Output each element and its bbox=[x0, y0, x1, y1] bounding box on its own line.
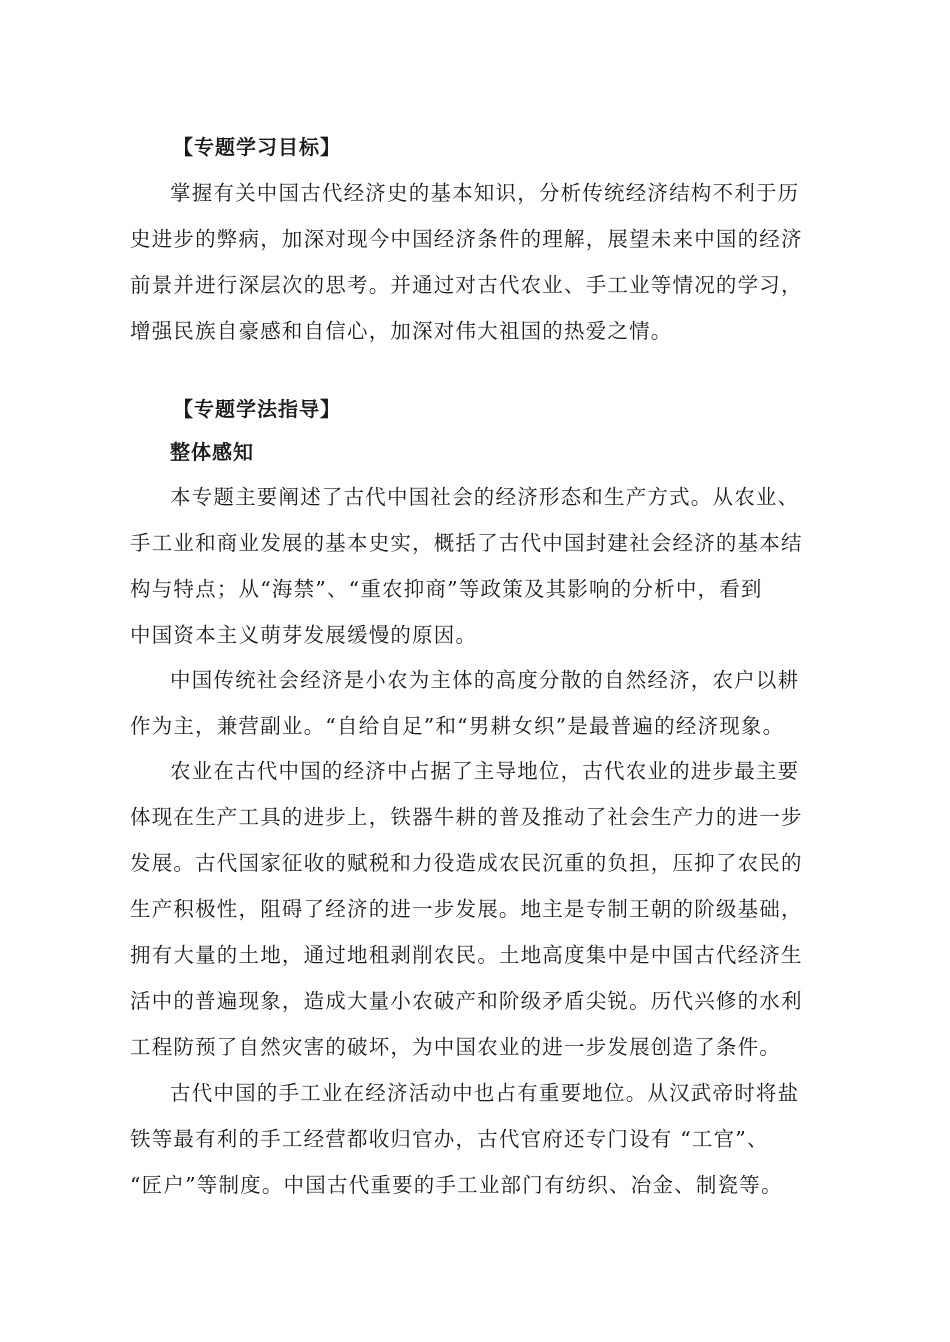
paragraph-3-line: 发展。古代国家征收的赋税和力役造成农民沉重的负担，压抑了农民的 bbox=[130, 851, 803, 875]
paragraph-3-line: 体现在生产工具的进步上，铁器牛耕的普及推动了社会生产力的进一步 bbox=[130, 805, 803, 829]
goal-line: 史进步的弊病，加深对现今中国经济条件的理解，展望未来中国的经济 bbox=[130, 227, 803, 251]
paragraph-1-line: 构与特点；从“海禁”、“重农抑商”等政策及其影响的分析中，看到 bbox=[130, 577, 763, 601]
paragraph-1-line: 中国资本主义萌芽发展缓慢的原因。 bbox=[130, 623, 478, 647]
paragraph-1-line: 本专题主要阐述了古代中国社会的经济形态和生产方式。从农业、 bbox=[170, 485, 800, 509]
method-heading: 【专题学法指导】 bbox=[173, 397, 341, 421]
paragraph-3-line: 拥有大量的土地，通过地租剥削农民。土地高度集中是中国古代经济生 bbox=[130, 943, 803, 967]
goal-line: 掌握有关中国古代经济史的基本知识，分析传统经济结构不利于历 bbox=[170, 181, 800, 205]
paragraph-4-line: 古代中国的手工业在经济活动中也占有重要地位。从汉武帝时将盐 bbox=[170, 1081, 800, 1105]
paragraph-4-line: 铁等最有利的手工经营都收归官办，古代官府还专门设有 “工官”、 bbox=[130, 1127, 769, 1151]
paragraph-1-line: 手工业和商业发展的基本史实，概括了古代中国封建社会经济的基本结 bbox=[130, 531, 803, 555]
paragraph-3-line: 农业在古代中国的经济中占据了主导地位，古代农业的进步最主要 bbox=[170, 759, 800, 783]
paragraph-3-line: 生产积极性，阻碍了经济的进一步发展。地主是专制王朝的阶级基础， bbox=[130, 897, 803, 921]
paragraph-2-line: 中国传统社会经济是小农为主体的高度分散的自然经济，农户以耕 bbox=[170, 668, 800, 692]
paragraph-3-line: 活中的普遍现象，造成大量小农破产和阶级矛盾尖锐。历代兴修的水利 bbox=[130, 989, 803, 1013]
paragraph-4-line: “匠户”等制度。中国古代重要的手工业部门有纺织、冶金、制瓷等。 bbox=[130, 1173, 783, 1197]
paragraph-3-line: 工程防预了自然灾害的破坏，为中国农业的进一步发展创造了条件。 bbox=[130, 1035, 781, 1059]
goal-line: 增强民族自豪感和自信心，加深对伟大祖国的热爱之情。 bbox=[130, 319, 673, 343]
goal-heading: 【专题学习目标】 bbox=[173, 135, 341, 159]
goal-line: 前景并进行深层次的思考。并通过对古代农业、手工业等情况的学习， bbox=[130, 273, 803, 297]
paragraph-2-line: 作为主，兼营副业。“自给自足”和“男耕女织”是最普遍的经济现象。 bbox=[130, 714, 785, 738]
overview-heading: 整体感知 bbox=[170, 440, 254, 464]
